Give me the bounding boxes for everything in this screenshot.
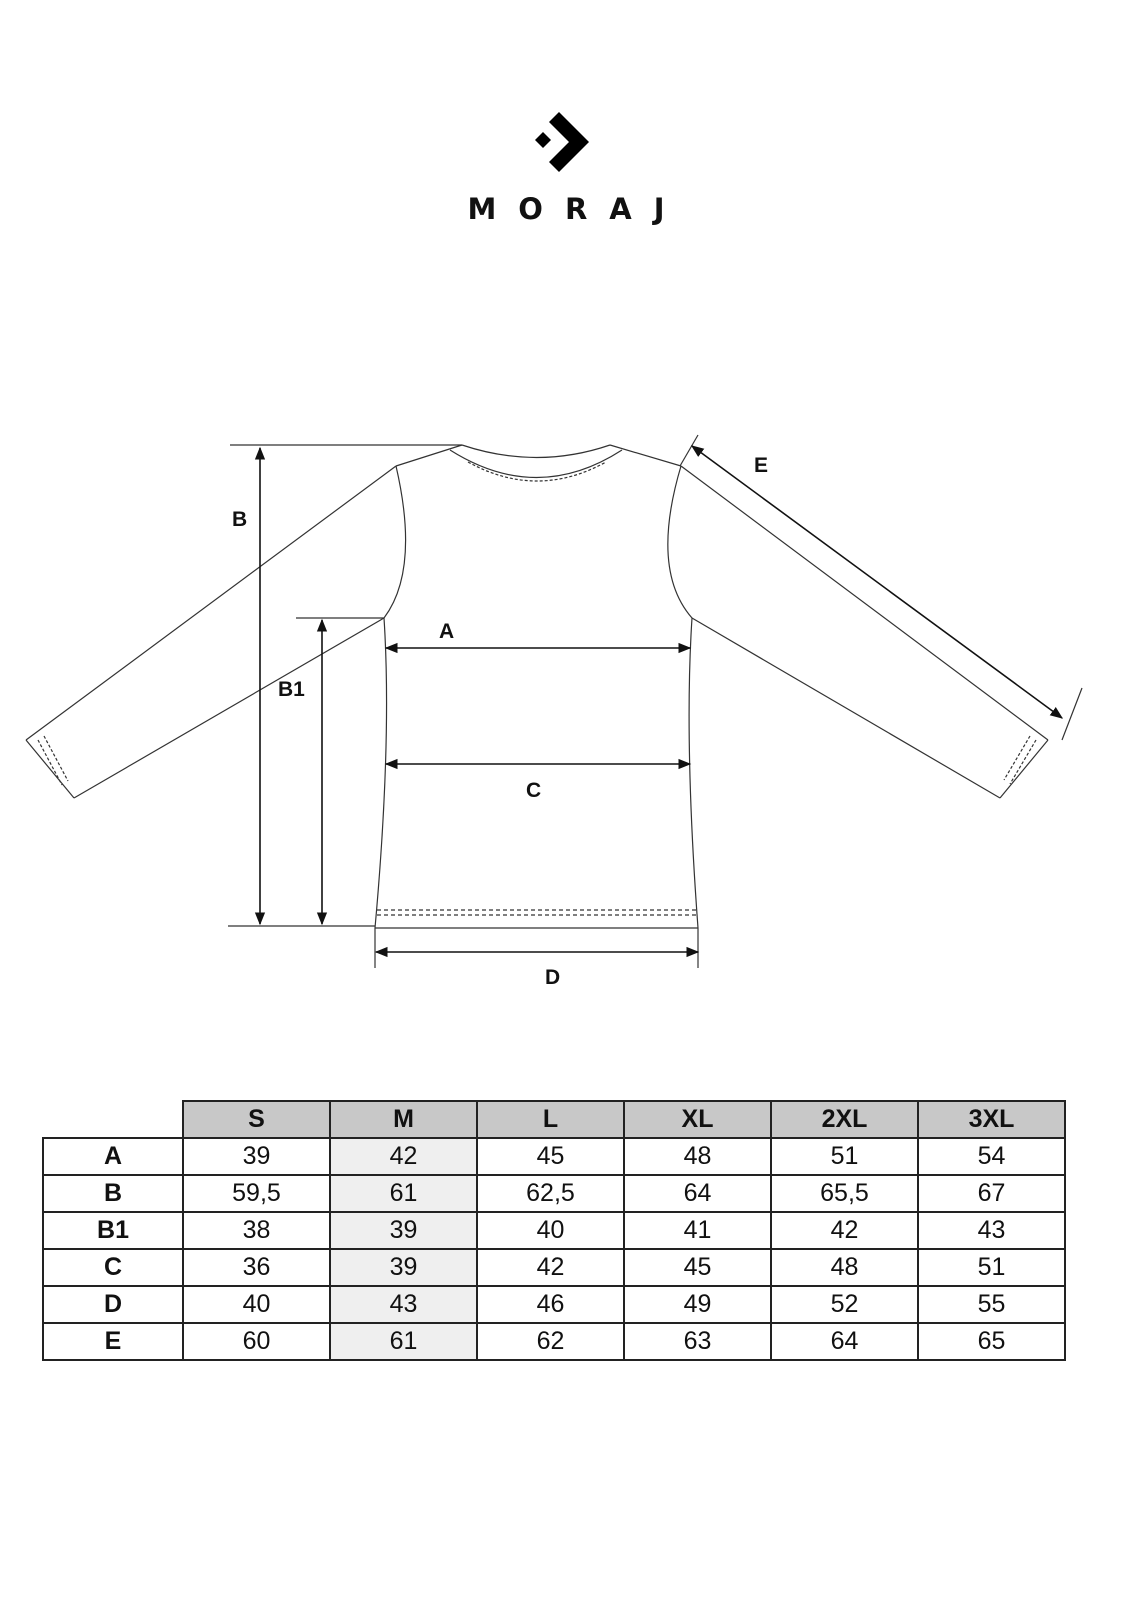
table-cell: 40 — [183, 1286, 330, 1323]
table-cell: 45 — [624, 1249, 771, 1286]
table-cell: 51 — [918, 1249, 1065, 1286]
table-cell: 46 — [477, 1286, 624, 1323]
table-cell: 64 — [624, 1175, 771, 1212]
column-header: XL — [624, 1101, 771, 1138]
table-row — [43, 1138, 1065, 1175]
label-e: E — [754, 454, 769, 477]
label-a: A — [439, 620, 455, 643]
table-cell: 43 — [330, 1286, 477, 1323]
table-cell: 63 — [624, 1323, 771, 1360]
table-cell: 41 — [624, 1212, 771, 1249]
size-chart-table — [42, 1100, 1066, 1361]
column-header: S — [183, 1101, 330, 1138]
row-label: E — [43, 1323, 183, 1360]
table-cell: 62,5 — [477, 1175, 624, 1212]
shirt-outline — [26, 435, 1082, 968]
table-cell: 61 — [330, 1175, 477, 1212]
table-cell: 36 — [183, 1249, 330, 1286]
column-header: 2XL — [771, 1101, 918, 1138]
table-cell: 38 — [183, 1212, 330, 1249]
table-cell: 52 — [771, 1286, 918, 1323]
arrow-chevron-logo-icon — [535, 112, 597, 174]
table-row — [43, 1249, 1065, 1286]
row-label: B1 — [43, 1212, 183, 1249]
column-header: 3XL — [918, 1101, 1065, 1138]
table-cell: 67 — [918, 1175, 1065, 1212]
table-cell: 55 — [918, 1286, 1065, 1323]
table-cell: 45 — [477, 1138, 624, 1175]
table-cell: 65,5 — [771, 1175, 918, 1212]
table-cell: 39 — [183, 1138, 330, 1175]
table-cell: 59,5 — [183, 1175, 330, 1212]
table-cell: 43 — [918, 1212, 1065, 1249]
table-row — [43, 1286, 1065, 1323]
table-cell: 49 — [624, 1286, 771, 1323]
table-cell: 61 — [330, 1323, 477, 1360]
row-label: C — [43, 1249, 183, 1286]
table-row — [43, 1323, 1065, 1360]
table-cell: 42 — [330, 1138, 477, 1175]
table-row — [43, 1175, 1065, 1212]
table-cell: 39 — [330, 1212, 477, 1249]
table-cell: 48 — [771, 1249, 918, 1286]
shirt-measurement-diagram — [0, 420, 1132, 1000]
table-row — [43, 1212, 1065, 1249]
table-corner — [43, 1101, 183, 1138]
label-d: D — [545, 966, 561, 989]
label-b: B — [232, 508, 248, 531]
table-cell: 62 — [477, 1323, 624, 1360]
table-cell: 39 — [330, 1249, 477, 1286]
column-header: M — [330, 1101, 477, 1138]
table-cell: 64 — [771, 1323, 918, 1360]
row-label: B — [43, 1175, 183, 1212]
label-b1: B1 — [278, 678, 305, 701]
label-c: C — [526, 779, 542, 802]
table-cell: 48 — [624, 1138, 771, 1175]
measure-arrows — [260, 446, 1062, 952]
column-header: L — [477, 1101, 624, 1138]
table-cell: 65 — [918, 1323, 1065, 1360]
table-cell: 60 — [183, 1323, 330, 1360]
brand-logo — [0, 112, 1132, 226]
table-header-row — [43, 1101, 1065, 1138]
brand-name: MORAJ — [467, 192, 687, 226]
table-cell: 40 — [477, 1212, 624, 1249]
table-cell: 51 — [771, 1138, 918, 1175]
row-label: A — [43, 1138, 183, 1175]
row-label: D — [43, 1286, 183, 1323]
table-cell: 42 — [771, 1212, 918, 1249]
table-cell: 42 — [477, 1249, 624, 1286]
table-cell: 54 — [918, 1138, 1065, 1175]
